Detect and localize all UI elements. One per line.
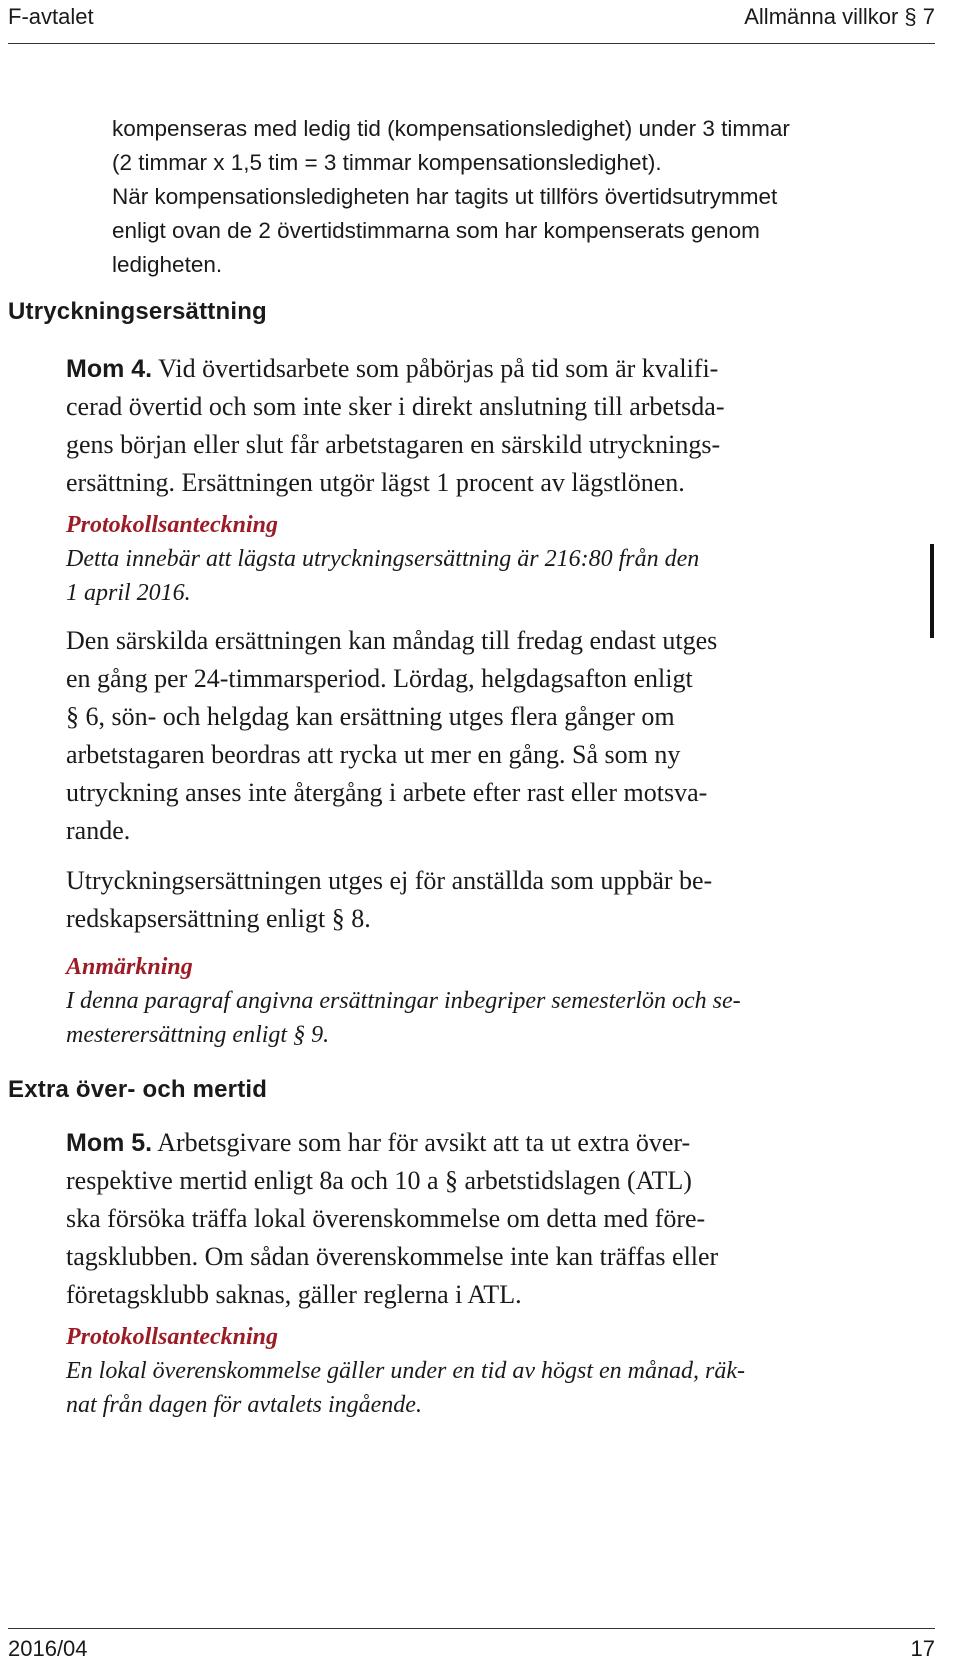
remark-note <box>66 950 886 1052</box>
page-header <box>0 0 935 44</box>
protocol-note-line: nat från dagen för avtalets ingående. <box>66 1392 422 1418</box>
mom4-paragraph <box>66 350 886 502</box>
section-heading-extra-overtid: Extra över- och mertid <box>8 1076 268 1103</box>
protocol-note-line: 1 april 2016. <box>66 580 191 606</box>
mom5-label: Mom 5. <box>66 1129 153 1157</box>
footer-rule <box>8 1628 935 1629</box>
paragraph-line: utryckning anses inte återgång i arbete efter rast eller motsva- <box>66 778 708 807</box>
header-rule <box>8 43 935 44</box>
paragraph-line: Den särskilda ersättningen kan måndag till fredag endast utges <box>66 626 718 655</box>
protocol-note-2 <box>66 1320 886 1422</box>
header-section-title: Allmänna villkor § 7 <box>744 4 935 29</box>
remark-line: mesterersättning enligt § 9. <box>66 1022 330 1048</box>
mom5-paragraph <box>66 1124 886 1314</box>
mom5-line: respektive mertid enligt 8a och 10 a § arbetstidslagen (ATL) <box>66 1166 692 1195</box>
mom4-line: Vid övertidsarbete som påbörjas på tid som är kvalifi- <box>152 354 719 383</box>
header-agreement-name: F-avtalet <box>8 4 94 29</box>
section-heading-utryckning: Utryckningsersättning <box>8 298 267 325</box>
page-footer <box>0 1628 935 1668</box>
intro-paragraph <box>112 112 912 282</box>
paragraph-line: rande. <box>66 816 131 845</box>
mom5-line: ska försöka träffa lokal överenskommelse om detta med före- <box>66 1204 706 1233</box>
intro-line: ledigheten. <box>112 252 223 277</box>
paragraph-line: § 6, sön- och helgdag kan ersättning utges flera gånger om <box>66 702 675 731</box>
mom5-line: företagsklubb saknas, gäller reglerna i ATL. <box>66 1280 522 1309</box>
paragraph-standby <box>66 862 886 938</box>
mom4-label: Mom 4. <box>66 355 153 383</box>
mom4-line: gens början eller slut får arbetstagaren en särskild utrycknings- <box>66 430 721 459</box>
paragraph-line: arbetstagaren beordras att rycka ut mer en gång. Så som ny <box>66 740 681 769</box>
protocol-note-line: Detta innebär att lägsta utryckningsersättning är 216:80 från den <box>66 546 700 572</box>
footer-edition: 2016/04 <box>8 1636 88 1661</box>
paragraph-weekday-rules <box>66 622 886 850</box>
paragraph-line: Utryckningsersättningen utges ej för anställda som uppbär be- <box>66 866 713 895</box>
change-bar <box>930 544 934 638</box>
paragraph-line: en gång per 24-timmarsperiod. Lördag, helgdagsafton enligt <box>66 664 693 693</box>
page-number: 17 <box>910 1636 935 1661</box>
remark-line: I denna paragraf angivna ersättningar inbegriper semesterlön och se- <box>66 988 741 1014</box>
mom4-line: cerad övertid och som inte sker i direkt anslutning till arbetsda- <box>66 392 725 421</box>
protocol-note-heading: Protokollsanteckning <box>66 1324 279 1350</box>
mom5-line: tagsklubben. Om sådan överenskommelse inte kan träffas eller <box>66 1242 719 1271</box>
mom5-line: Arbetsgivare som har för avsikt att ta ut extra över- <box>152 1128 691 1157</box>
paragraph-line: redskapsersättning enligt § 8. <box>66 904 371 933</box>
intro-line: kompenseras med ledig tid (kompensationsledighet) under 3 timmar <box>112 116 790 141</box>
intro-line: (2 timmar x 1,5 tim = 3 timmar kompensationsledighet). <box>112 150 662 175</box>
mom4-line: ersättning. Ersättningen utgör lägst 1 procent av lägstlönen. <box>66 468 685 497</box>
intro-line: enligt ovan de 2 övertidstimmarna som har kompenserats genom <box>112 218 760 243</box>
remark-heading: Anmärkning <box>66 954 193 980</box>
protocol-note-heading: Protokollsanteckning <box>66 512 279 538</box>
intro-line: När kompensationsledigheten har tagits ut tillförs övertidsutrymmet <box>112 184 778 209</box>
protocol-note-line: En lokal överenskommelse gäller under en tid av högst en månad, räk- <box>66 1358 745 1384</box>
protocol-note-1 <box>66 508 886 610</box>
